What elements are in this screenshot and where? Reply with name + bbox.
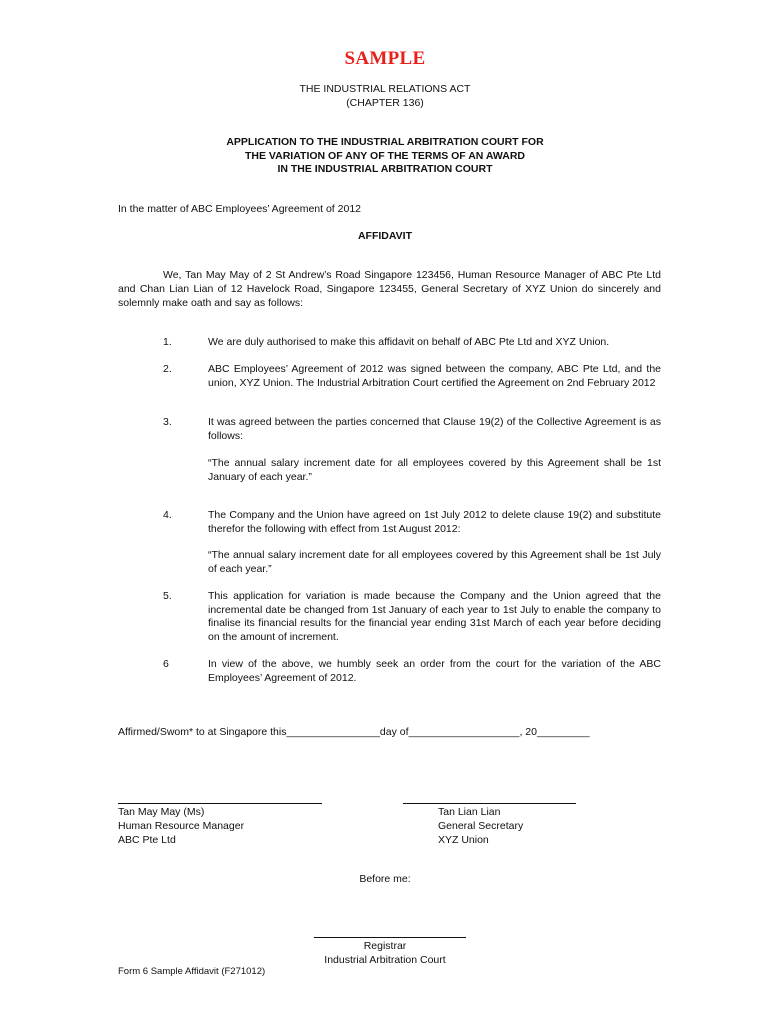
paragraph-4: The Company and the Union have agreed on 1st July 2012 to delete clause 19(2) and substitute therefor the following with effect from 1st August 2012:: [208, 509, 661, 535]
signatory-left: [118, 805, 244, 847]
paragraph-1: We are duly authorised to make this affidavit on behalf of ABC Pte Ltd and XYZ Union.: [208, 336, 610, 348]
act-heading: [0, 82, 770, 110]
signature-line-right: [403, 803, 576, 804]
paragraph-number-1: 1.: [163, 336, 172, 348]
paragraph-5: This application for variation is made because the Company and the Union agreed that the incremental date be changed from 1st January of each year to 1st July to enable the company to finalise its financial results for the financial year ending 31st March of each year before deciding on the amount of increment.: [208, 590, 661, 643]
registrar-signature-line: [314, 937, 466, 938]
title-line-3: IN THE INDUSTRIAL ARBITRATION COURT: [277, 163, 493, 175]
form-footer: Form 6 Sample Affidavit (F271012): [118, 966, 266, 977]
sample-watermark-heading: SAMPLE: [344, 48, 426, 69]
title-line-2: THE VARIATION OF ANY OF THE TERMS OF AN AWARD: [245, 149, 525, 162]
matter-line: In the matter of ABC Employees’ Agreement of 2012: [118, 203, 361, 215]
signatory-right-org: XYZ Union: [438, 834, 489, 846]
paragraph-number-5: 5.: [163, 590, 172, 602]
signatory-right-name: Tan Lian Lian: [438, 806, 501, 818]
paragraph-3: It was agreed between the parties concerned that Clause 19(2) of the Collective Agreement is as follows:: [208, 416, 661, 442]
signatory-left-name: Tan May May (Ms): [118, 806, 205, 818]
registrar-block: [0, 939, 770, 967]
signatory-left-org: ABC Pte Ltd: [118, 834, 176, 846]
paragraph-2: ABC Employees’ Agreement of 2012 was signed between the company, ABC Pte Ltd, and the union, XYZ Union. The Industrial Arbitration Court certified the Agreement on 2nd February 2012: [208, 363, 661, 389]
paragraph-number-4: 4.: [163, 509, 172, 521]
signatory-left-title: Human Resource Manager: [118, 820, 245, 832]
before-me-label: Before me:: [359, 873, 411, 885]
affidavit-heading: AFFIDAVIT: [357, 230, 413, 242]
title-line-1: APPLICATION TO THE INDUSTRIAL ARBITRATION COURT FOR: [226, 136, 544, 148]
act-name: THE INDUSTRIAL RELATIONS ACT: [299, 83, 471, 95]
registrar-title: Registrar: [363, 940, 407, 952]
registrar-court: Industrial Arbitration Court: [324, 954, 446, 966]
paragraph-number-2: 2.: [163, 363, 172, 375]
paragraph-number-3: 3.: [163, 416, 172, 428]
paragraph-number-6: 6: [163, 658, 169, 670]
application-title: [0, 136, 770, 177]
signatory-right-title: General Secretary: [438, 820, 524, 832]
paragraph-3-quote: “The annual salary increment date for all employees covered by this Agreement shall be 1st January of each year.”: [208, 457, 661, 483]
paragraph-4-quote: “The annual salary increment date for all employees covered by this Agreement shall be 1st July of each year.”: [208, 549, 661, 575]
affirmation-line: Affirmed/Swom* to at Singapore this________________day of___________________, 20_________: [118, 726, 590, 738]
signatory-right: [438, 805, 523, 847]
act-chapter: (CHAPTER 136): [346, 97, 424, 109]
intro-paragraph: [118, 268, 661, 310]
signature-line-left: [118, 803, 322, 804]
intro-text: We, Tan May May of 2 St Andrew’s Road Singapore 123456, Human Resource Manager of ABC Pte Ltd and Chan Lian Lian of 12 Havelock Road, Singapore 123455, General Secretary of XYZ Union do sincerely and solemnly make oath and say as follows:: [118, 269, 661, 309]
paragraph-6: In view of the above, we humbly seek an order from the court for the variation of the ABC Employees’ Agreement of 2012.: [208, 658, 661, 684]
